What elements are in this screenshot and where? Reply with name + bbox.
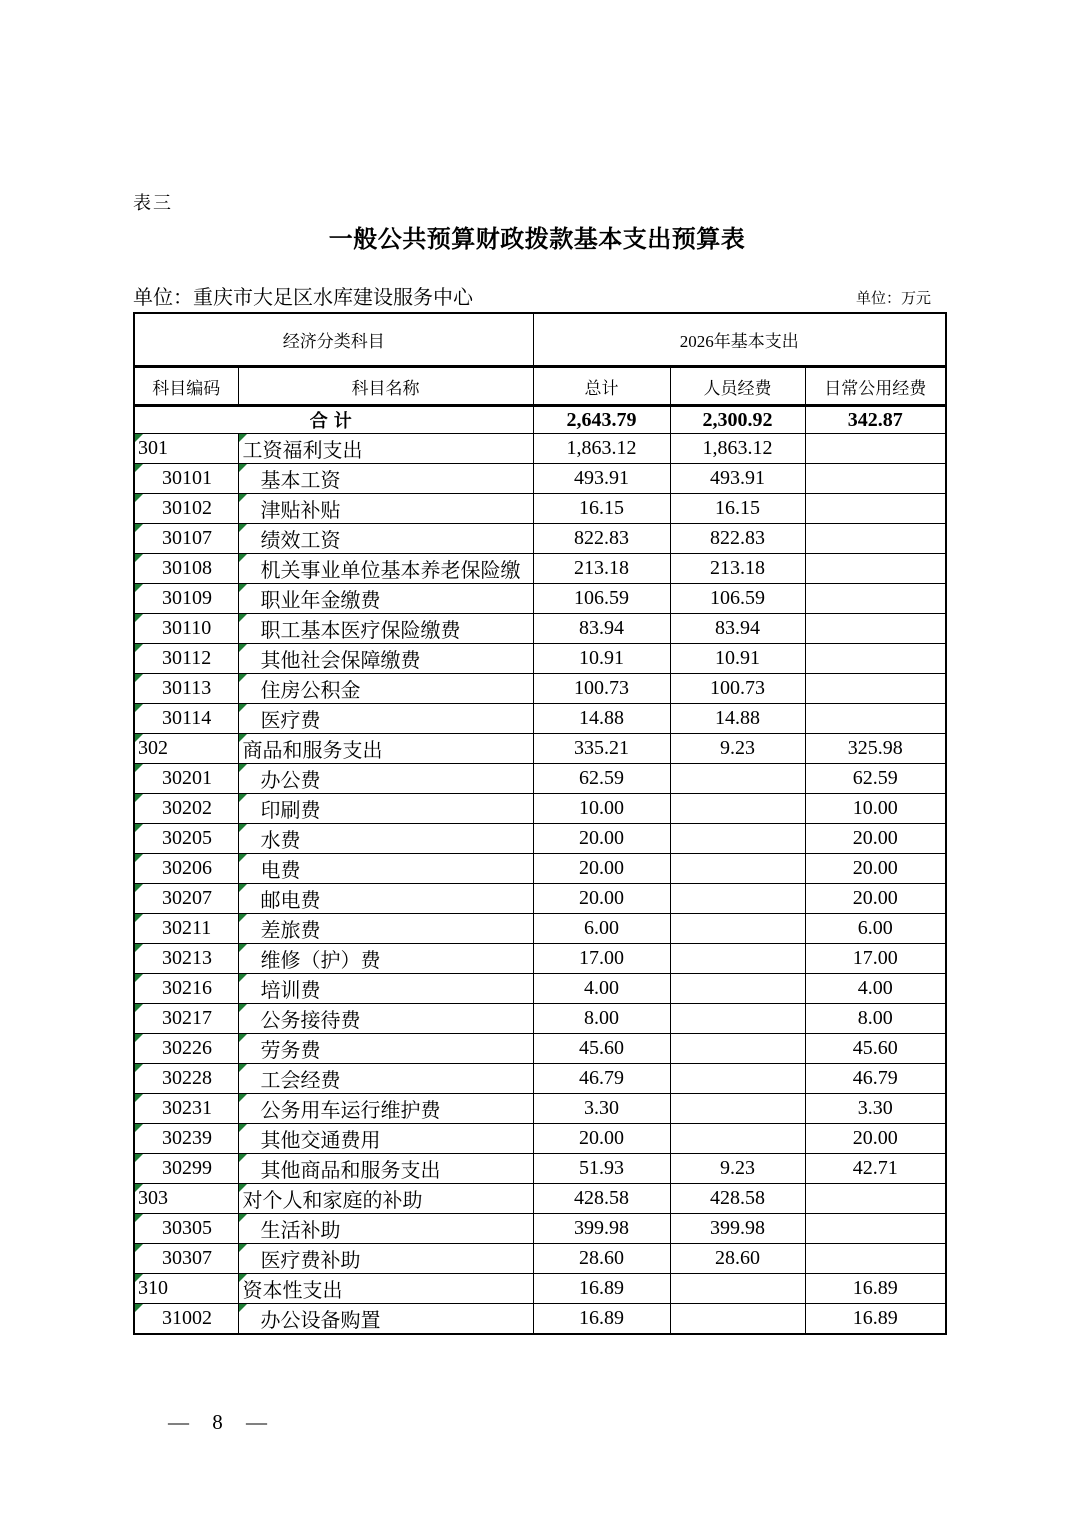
subject-name-cell: 基本工资 — [238, 464, 533, 494]
table-row — [134, 734, 946, 764]
subject-name-cell: 绩效工资 — [238, 524, 533, 554]
table-row — [134, 1184, 946, 1214]
group-header-row — [134, 313, 946, 367]
green-triangle-icon — [239, 524, 247, 532]
total-cell: 10.91 — [533, 644, 670, 674]
table-row — [134, 494, 946, 524]
table-row — [134, 794, 946, 824]
total-cell: 46.79 — [533, 1064, 670, 1094]
personnel-cell: 83.94 — [670, 614, 805, 644]
green-triangle-icon — [239, 1184, 247, 1192]
green-triangle-icon — [239, 764, 247, 772]
subject-name-cell: 工资福利支出 — [238, 434, 533, 464]
daily-cell — [805, 554, 946, 584]
green-triangle-icon — [135, 1064, 143, 1072]
subject-code-cell: 303 — [134, 1184, 238, 1214]
subject-code-cell: 30231 — [134, 1094, 238, 1124]
total-cell: 106.59 — [533, 584, 670, 614]
total-row-personnel: 2,300.92 — [670, 406, 805, 434]
subject-name-cell: 其他交通费用 — [238, 1124, 533, 1154]
subject-code-cell: 30216 — [134, 974, 238, 1004]
subject-name-cell: 公务用车运行维护费 — [238, 1094, 533, 1124]
total-cell: 213.18 — [533, 554, 670, 584]
sheet-label: 表三 — [133, 193, 173, 213]
subject-code-cell: 30226 — [134, 1034, 238, 1064]
total-cell: 20.00 — [533, 824, 670, 854]
personnel-cell — [670, 1064, 805, 1094]
subject-code-cell: 30307 — [134, 1244, 238, 1274]
subject-code-cell: 30108 — [134, 554, 238, 584]
total-row — [134, 406, 946, 434]
green-triangle-icon — [239, 584, 247, 592]
personnel-cell: 399.98 — [670, 1214, 805, 1244]
green-triangle-icon — [239, 914, 247, 922]
total-cell: 17.00 — [533, 944, 670, 974]
table-row — [134, 914, 946, 944]
table-row — [134, 1274, 946, 1304]
daily-cell — [805, 644, 946, 674]
green-triangle-icon — [239, 644, 247, 652]
daily-cell: 20.00 — [805, 824, 946, 854]
total-cell: 100.73 — [533, 674, 670, 704]
subject-name-cell: 差旅费 — [238, 914, 533, 944]
green-triangle-icon — [239, 614, 247, 622]
total-cell: 16.89 — [533, 1274, 670, 1304]
daily-cell — [805, 1244, 946, 1274]
green-triangle-icon — [239, 854, 247, 862]
green-triangle-icon — [239, 434, 247, 442]
personnel-cell — [670, 1034, 805, 1064]
total-cell: 4.00 — [533, 974, 670, 1004]
subject-code-cell: 30114 — [134, 704, 238, 734]
group-header-economic: 经济分类科目 — [134, 313, 533, 367]
green-triangle-icon — [135, 1124, 143, 1132]
green-triangle-icon — [135, 704, 143, 712]
green-triangle-icon — [239, 944, 247, 952]
daily-cell — [805, 1214, 946, 1244]
table-row — [134, 464, 946, 494]
green-triangle-icon — [135, 434, 143, 442]
table-row — [134, 1244, 946, 1274]
table-row — [134, 554, 946, 584]
subject-code-cell: 301 — [134, 434, 238, 464]
subject-name-cell: 劳务费 — [238, 1034, 533, 1064]
green-triangle-icon — [239, 734, 247, 742]
subject-code-cell: 30113 — [134, 674, 238, 704]
personnel-cell — [670, 914, 805, 944]
budget-table — [133, 312, 947, 1335]
personnel-cell — [670, 824, 805, 854]
subject-code-cell: 310 — [134, 1274, 238, 1304]
subject-name-cell: 机关事业单位基本养老保险缴 — [238, 554, 533, 584]
subject-name-cell: 津贴补贴 — [238, 494, 533, 524]
green-triangle-icon — [135, 494, 143, 502]
green-triangle-icon — [135, 854, 143, 862]
daily-cell: 20.00 — [805, 854, 946, 884]
subject-name-cell: 水费 — [238, 824, 533, 854]
subject-name-cell: 对个人和家庭的补助 — [238, 1184, 533, 1214]
unit-row — [133, 281, 945, 310]
table-row — [134, 584, 946, 614]
green-triangle-icon — [135, 764, 143, 772]
daily-cell: 325.98 — [805, 734, 946, 764]
green-triangle-icon — [239, 494, 247, 502]
total-cell: 428.58 — [533, 1184, 670, 1214]
personnel-cell — [670, 854, 805, 884]
subject-name-cell: 资本性支出 — [238, 1274, 533, 1304]
subject-code-cell: 30211 — [134, 914, 238, 944]
green-triangle-icon — [239, 1034, 247, 1042]
subject-code-cell: 30205 — [134, 824, 238, 854]
subject-name-cell: 职工基本医疗保险缴费 — [238, 614, 533, 644]
total-cell: 10.00 — [533, 794, 670, 824]
subject-code-cell: 30101 — [134, 464, 238, 494]
total-cell: 83.94 — [533, 614, 670, 644]
group-header-year: 2026年基本支出 — [533, 313, 946, 367]
daily-cell: 45.60 — [805, 1034, 946, 1064]
subject-code-cell: 30201 — [134, 764, 238, 794]
daily-cell — [805, 464, 946, 494]
daily-cell: 16.89 — [805, 1304, 946, 1335]
page-number: — 8 — — [168, 1410, 276, 1434]
green-triangle-icon — [135, 1304, 143, 1312]
table-body — [134, 406, 946, 1335]
total-cell: 62.59 — [533, 764, 670, 794]
total-row-daily: 342.87 — [805, 406, 946, 434]
table-row — [134, 1124, 946, 1154]
subject-code-cell: 30217 — [134, 1004, 238, 1034]
daily-cell: 8.00 — [805, 1004, 946, 1034]
subject-code-cell: 30239 — [134, 1124, 238, 1154]
subject-name-cell: 培训费 — [238, 974, 533, 1004]
daily-cell: 17.00 — [805, 944, 946, 974]
total-cell: 6.00 — [533, 914, 670, 944]
personnel-cell — [670, 1304, 805, 1335]
green-triangle-icon — [135, 584, 143, 592]
personnel-cell — [670, 884, 805, 914]
green-triangle-icon — [239, 1064, 247, 1072]
personnel-cell: 9.23 — [670, 1154, 805, 1184]
daily-cell — [805, 434, 946, 464]
green-triangle-icon — [135, 1184, 143, 1192]
total-cell: 16.15 — [533, 494, 670, 524]
green-triangle-icon — [239, 1004, 247, 1012]
total-cell: 822.83 — [533, 524, 670, 554]
daily-cell — [805, 524, 946, 554]
subject-name-cell: 生活补助 — [238, 1214, 533, 1244]
total-cell: 3.30 — [533, 1094, 670, 1124]
green-triangle-icon — [239, 1244, 247, 1252]
green-triangle-icon — [239, 704, 247, 712]
daily-cell: 62.59 — [805, 764, 946, 794]
subject-code-cell: 30228 — [134, 1064, 238, 1094]
daily-cell: 20.00 — [805, 1124, 946, 1154]
col-header-subject-code: 科目编码 — [134, 367, 238, 406]
subject-code-cell: 30305 — [134, 1214, 238, 1244]
personnel-cell: 100.73 — [670, 674, 805, 704]
total-cell: 16.89 — [533, 1304, 670, 1335]
total-cell: 14.88 — [533, 704, 670, 734]
green-triangle-icon — [239, 794, 247, 802]
green-triangle-icon — [239, 554, 247, 562]
subject-name-cell: 办公费 — [238, 764, 533, 794]
personnel-cell: 213.18 — [670, 554, 805, 584]
table-header — [134, 313, 946, 406]
subject-code-cell: 302 — [134, 734, 238, 764]
subject-code-cell: 30109 — [134, 584, 238, 614]
table-row — [134, 1304, 946, 1335]
table-row — [134, 524, 946, 554]
green-triangle-icon — [239, 1304, 247, 1312]
subject-name-cell: 医疗费补助 — [238, 1244, 533, 1274]
unit-currency-label: 单位：万元 — [855, 291, 931, 307]
subject-name-cell: 住房公积金 — [238, 674, 533, 704]
total-cell: 51.93 — [533, 1154, 670, 1184]
green-triangle-icon — [135, 464, 143, 472]
total-cell: 493.91 — [533, 464, 670, 494]
personnel-cell: 493.91 — [670, 464, 805, 494]
daily-cell: 3.30 — [805, 1094, 946, 1124]
subject-code-cell: 30107 — [134, 524, 238, 554]
col-header-subject-name: 科目名称 — [238, 367, 533, 406]
table-row — [134, 704, 946, 734]
personnel-cell: 9.23 — [670, 734, 805, 764]
col-header-total: 总计 — [533, 367, 670, 406]
subject-code-cell: 30102 — [134, 494, 238, 524]
subject-name-cell: 维修（护）费 — [238, 944, 533, 974]
green-triangle-icon — [135, 554, 143, 562]
subject-name-cell: 其他商品和服务支出 — [238, 1154, 533, 1184]
green-triangle-icon — [135, 644, 143, 652]
table-row — [134, 614, 946, 644]
green-triangle-icon — [135, 974, 143, 982]
table-row — [134, 1154, 946, 1184]
table-row — [134, 1094, 946, 1124]
total-cell: 28.60 — [533, 1244, 670, 1274]
green-triangle-icon — [239, 1154, 247, 1162]
daily-cell — [805, 494, 946, 524]
table-row — [134, 1004, 946, 1034]
green-triangle-icon — [239, 1094, 247, 1102]
subject-code-cell: 30213 — [134, 944, 238, 974]
green-triangle-icon — [135, 944, 143, 952]
total-cell: 335.21 — [533, 734, 670, 764]
personnel-cell — [670, 974, 805, 1004]
table-row — [134, 644, 946, 674]
subject-name-cell: 印刷费 — [238, 794, 533, 824]
green-triangle-icon — [135, 1214, 143, 1222]
table-row — [134, 434, 946, 464]
green-triangle-icon — [135, 524, 143, 532]
daily-cell — [805, 704, 946, 734]
green-triangle-icon — [239, 1214, 247, 1222]
green-triangle-icon — [135, 794, 143, 802]
personnel-cell — [670, 1124, 805, 1154]
total-row-label: 合计 — [134, 406, 533, 434]
subject-code-cell: 30202 — [134, 794, 238, 824]
green-triangle-icon — [135, 674, 143, 682]
daily-cell: 20.00 — [805, 884, 946, 914]
subject-name-cell: 办公设备购置 — [238, 1304, 533, 1335]
daily-cell: 10.00 — [805, 794, 946, 824]
column-header-row — [134, 367, 946, 406]
green-triangle-icon — [135, 1154, 143, 1162]
subject-name-cell: 其他社会保障缴费 — [238, 644, 533, 674]
personnel-cell — [670, 764, 805, 794]
unit-name-label: 单位：重庆市大足区水库建设服务中心 — [133, 287, 473, 309]
total-cell: 20.00 — [533, 854, 670, 884]
daily-cell: 6.00 — [805, 914, 946, 944]
table-row — [134, 1214, 946, 1244]
page-title: 一般公共预算财政拨款基本支出预算表 — [328, 227, 746, 253]
daily-cell: 42.71 — [805, 1154, 946, 1184]
subject-name-cell: 医疗费 — [238, 704, 533, 734]
col-header-personnel: 人员经费 — [670, 367, 805, 406]
subject-code-cell: 30299 — [134, 1154, 238, 1184]
personnel-cell — [670, 1274, 805, 1304]
green-triangle-icon — [135, 1094, 143, 1102]
green-triangle-icon — [239, 674, 247, 682]
subject-name-cell: 电费 — [238, 854, 533, 884]
table-row — [134, 674, 946, 704]
subject-name-cell: 商品和服务支出 — [238, 734, 533, 764]
table-row — [134, 854, 946, 884]
green-triangle-icon — [239, 974, 247, 982]
subject-code-cell: 30110 — [134, 614, 238, 644]
personnel-cell — [670, 1004, 805, 1034]
personnel-cell: 16.15 — [670, 494, 805, 524]
subject-code-cell: 31002 — [134, 1304, 238, 1335]
green-triangle-icon — [135, 734, 143, 742]
green-triangle-icon — [135, 1004, 143, 1012]
daily-cell — [805, 614, 946, 644]
daily-cell: 46.79 — [805, 1064, 946, 1094]
table-row — [134, 974, 946, 1004]
table-row — [134, 824, 946, 854]
total-cell: 45.60 — [533, 1034, 670, 1064]
subject-name-cell: 公务接待费 — [238, 1004, 533, 1034]
personnel-cell: 28.60 — [670, 1244, 805, 1274]
total-cell: 20.00 — [533, 1124, 670, 1154]
green-triangle-icon — [135, 884, 143, 892]
daily-cell — [805, 1184, 946, 1214]
total-cell: 1,863.12 — [533, 434, 670, 464]
total-cell: 8.00 — [533, 1004, 670, 1034]
personnel-cell: 106.59 — [670, 584, 805, 614]
subject-code-cell: 30112 — [134, 644, 238, 674]
table-row — [134, 944, 946, 974]
total-cell: 20.00 — [533, 884, 670, 914]
personnel-cell — [670, 794, 805, 824]
daily-cell — [805, 674, 946, 704]
green-triangle-icon — [239, 464, 247, 472]
personnel-cell — [670, 1094, 805, 1124]
col-header-daily: 日常公用经费 — [805, 367, 946, 406]
subject-name-cell: 邮电费 — [238, 884, 533, 914]
green-triangle-icon — [239, 1124, 247, 1132]
daily-cell: 4.00 — [805, 974, 946, 1004]
green-triangle-icon — [135, 1034, 143, 1042]
green-triangle-icon — [135, 1274, 143, 1282]
daily-cell: 16.89 — [805, 1274, 946, 1304]
subject-name-cell: 职业年金缴费 — [238, 584, 533, 614]
green-triangle-icon — [135, 914, 143, 922]
subject-code-cell: 30206 — [134, 854, 238, 884]
green-triangle-icon — [239, 1274, 247, 1282]
total-row-total: 2,643.79 — [533, 406, 670, 434]
green-triangle-icon — [135, 824, 143, 832]
subject-code-cell: 30207 — [134, 884, 238, 914]
green-triangle-icon — [239, 824, 247, 832]
green-triangle-icon — [135, 614, 143, 622]
personnel-cell — [670, 944, 805, 974]
green-triangle-icon — [135, 1244, 143, 1252]
table-row — [134, 764, 946, 794]
table-row — [134, 1064, 946, 1094]
green-triangle-icon — [239, 884, 247, 892]
daily-cell — [805, 584, 946, 614]
personnel-cell: 10.91 — [670, 644, 805, 674]
personnel-cell: 1,863.12 — [670, 434, 805, 464]
personnel-cell: 428.58 — [670, 1184, 805, 1214]
subject-name-cell: 工会经费 — [238, 1064, 533, 1094]
table-row — [134, 1034, 946, 1064]
personnel-cell: 14.88 — [670, 704, 805, 734]
table-row — [134, 884, 946, 914]
total-cell: 399.98 — [533, 1214, 670, 1244]
personnel-cell: 822.83 — [670, 524, 805, 554]
